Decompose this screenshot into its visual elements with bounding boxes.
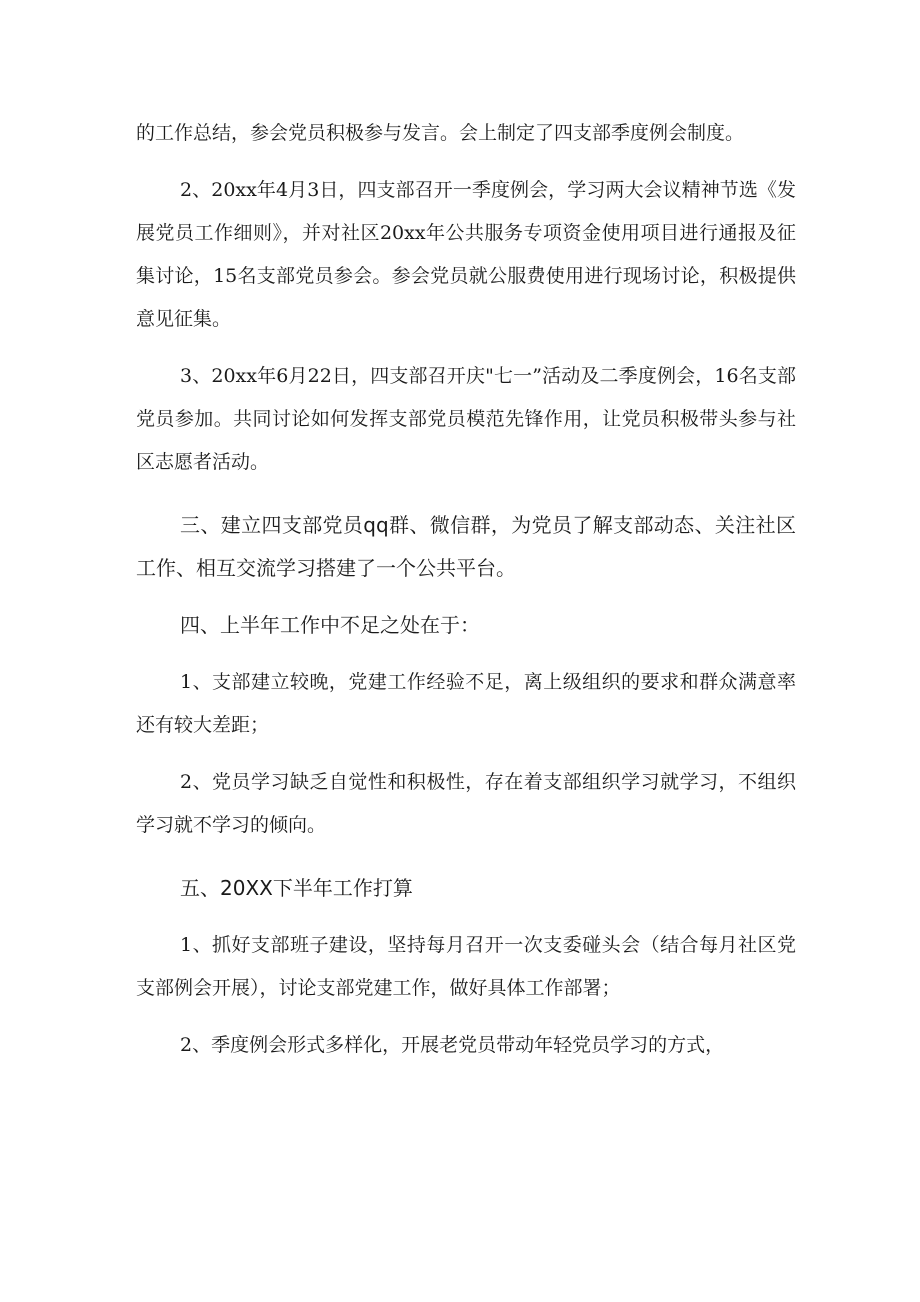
document-body (136, 112, 796, 1067)
paragraph-item-2-april-meeting: 2、20xx年4月3日，四支部召开一季度例会，学习两大会议精神节选《发展党员工作细则》，并对社区20xx年公共服务专项资金使用项目进行通报及征集讨论，15名支部党员参会。参会党员就公服费使用进行现场讨论，积极提供意见征集。 (136, 179, 796, 330)
paragraph-continued-summary: 的工作总结，参会党员积极参与发言。会上制定了四支部季度例会制度。 (136, 122, 745, 144)
section-heading-three: 三、建立四支部党员qq群、微信群，为党员了解支部动态、关注社区工作、相互交流学习搭建了一个公共平台。 (136, 513, 796, 580)
paragraph-plan-2: 2、季度例会形式多样化，开展老党员带动年轻党员学习的方式， (180, 1034, 725, 1056)
paragraph-item-3-june-meeting: 3、20xx年6月22日，四支部召开庆"七一”活动及二季度例会，16名支部党员参加。共同讨论如何发挥支部党员模范先锋作用，让党员积极带头参与社区志愿者活动。 (136, 365, 796, 473)
section-heading-five: 五、20XX下半年工作打算 (180, 876, 413, 900)
paragraph-shortcoming-1: 1、支部建立较晚，党建工作经验不足，离上级组织的要求和群众满意率还有较大差距； (136, 671, 796, 736)
section-heading-four: 四、上半年工作中不足之处在于： (180, 613, 480, 637)
paragraph-shortcoming-2: 2、党员学习缺乏自觉性和积极性，存在着支部组织学习就学习，不组织学习就不学习的倾向。 (136, 771, 796, 836)
paragraph-plan-1: 1、抓好支部班子建设，坚持每月召开一次支委碰头会（结合每月社区党支部例会开展），讨论支部党建工作，做好具体工作部署； (136, 934, 796, 999)
